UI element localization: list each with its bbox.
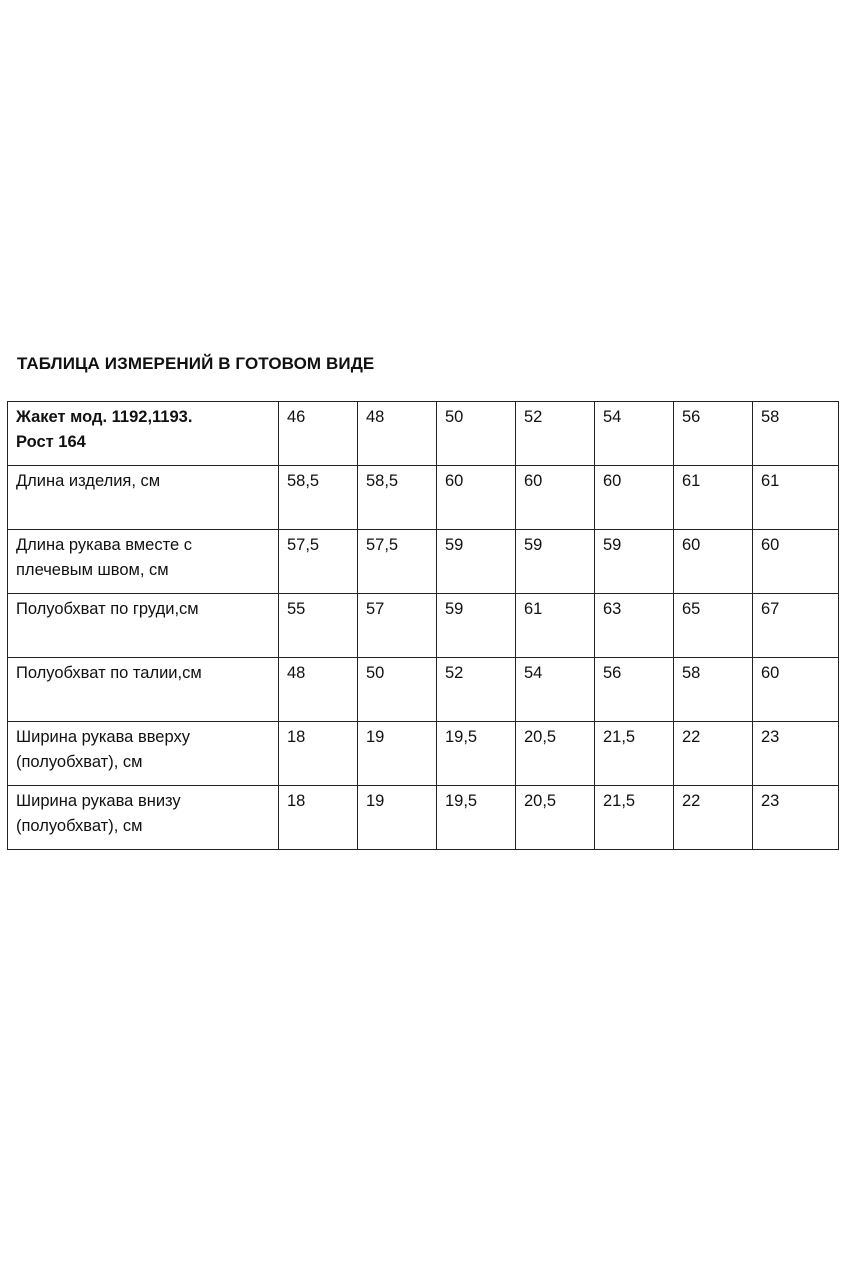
- value-cell: 58: [674, 658, 753, 722]
- value-cell: 20,5: [516, 722, 595, 786]
- value-cell: 21,5: [595, 722, 674, 786]
- value-cell: 60: [595, 466, 674, 530]
- table-row: [8, 658, 839, 722]
- value-cell: 58,5: [358, 466, 437, 530]
- value-cell: 63: [595, 594, 674, 658]
- value-cell: 59: [516, 530, 595, 594]
- size-header-cell: 50: [437, 402, 516, 466]
- size-header-cell: 48: [358, 402, 437, 466]
- value-cell: 61: [753, 466, 839, 530]
- header-label-line: Рост 164: [16, 433, 86, 451]
- table-row: [8, 594, 839, 658]
- value-cell: 55: [279, 594, 358, 658]
- row-label-cell: [8, 530, 279, 594]
- value-cell: 18: [279, 722, 358, 786]
- value-cell: 56: [595, 658, 674, 722]
- size-header-cell: 58: [753, 402, 839, 466]
- header-label-cell: [8, 402, 279, 466]
- row-label-cell: [8, 722, 279, 786]
- value-cell: 19,5: [437, 722, 516, 786]
- value-cell: 65: [674, 594, 753, 658]
- size-header-cell: 54: [595, 402, 674, 466]
- size-header-cell: 56: [674, 402, 753, 466]
- table-header-row: [8, 402, 839, 466]
- size-header-cell: 52: [516, 402, 595, 466]
- page-title: ТАБЛИЦА ИЗМЕРЕНИЙ В ГОТОВОМ ВИДЕ: [17, 354, 375, 373]
- value-cell: 18: [279, 786, 358, 850]
- table-row: [8, 722, 839, 786]
- value-cell: 60: [437, 466, 516, 530]
- value-cell: 60: [753, 658, 839, 722]
- row-label-line: (полуобхват), см: [16, 817, 143, 835]
- value-cell: 61: [516, 594, 595, 658]
- value-cell: 59: [595, 530, 674, 594]
- row-label-cell: [8, 786, 279, 850]
- value-cell: 19,5: [437, 786, 516, 850]
- value-cell: 19: [358, 722, 437, 786]
- value-cell: 23: [753, 722, 839, 786]
- row-label-line: Ширина рукава внизу: [16, 792, 181, 810]
- value-cell: 22: [674, 786, 753, 850]
- value-cell: 60: [516, 466, 595, 530]
- value-cell: 57,5: [279, 530, 358, 594]
- value-cell: 67: [753, 594, 839, 658]
- row-label-cell: [8, 594, 279, 658]
- table-row: [8, 530, 839, 594]
- table-row: [8, 466, 839, 530]
- value-cell: 19: [358, 786, 437, 850]
- header-label-line: Жакет мод. 1192,1193.: [16, 408, 193, 426]
- value-cell: 60: [753, 530, 839, 594]
- value-cell: 58,5: [279, 466, 358, 530]
- value-cell: 61: [674, 466, 753, 530]
- value-cell: 23: [753, 786, 839, 850]
- row-label-line: (полуобхват), см: [16, 753, 143, 771]
- row-label-line: Полуобхват по талии,см: [16, 664, 202, 682]
- value-cell: 57,5: [358, 530, 437, 594]
- row-label-line: Ширина рукава вверху: [16, 728, 190, 746]
- value-cell: 21,5: [595, 786, 674, 850]
- value-cell: 59: [437, 594, 516, 658]
- value-cell: 57: [358, 594, 437, 658]
- value-cell: 50: [358, 658, 437, 722]
- row-label-cell: [8, 466, 279, 530]
- row-label-line: Полуобхват по груди,см: [16, 600, 199, 618]
- value-cell: 22: [674, 722, 753, 786]
- value-cell: 20,5: [516, 786, 595, 850]
- value-cell: 48: [279, 658, 358, 722]
- value-cell: 52: [437, 658, 516, 722]
- row-label-line: плечевым швом, см: [16, 561, 169, 579]
- row-label-line: Длина изделия, см: [16, 472, 161, 490]
- measurements-table: [7, 401, 839, 850]
- size-header-cell: 46: [279, 402, 358, 466]
- row-label-line: Длина рукава вместе с: [16, 536, 192, 554]
- table-row: [8, 786, 839, 850]
- value-cell: 59: [437, 530, 516, 594]
- row-label-cell: [8, 658, 279, 722]
- value-cell: 60: [674, 530, 753, 594]
- value-cell: 54: [516, 658, 595, 722]
